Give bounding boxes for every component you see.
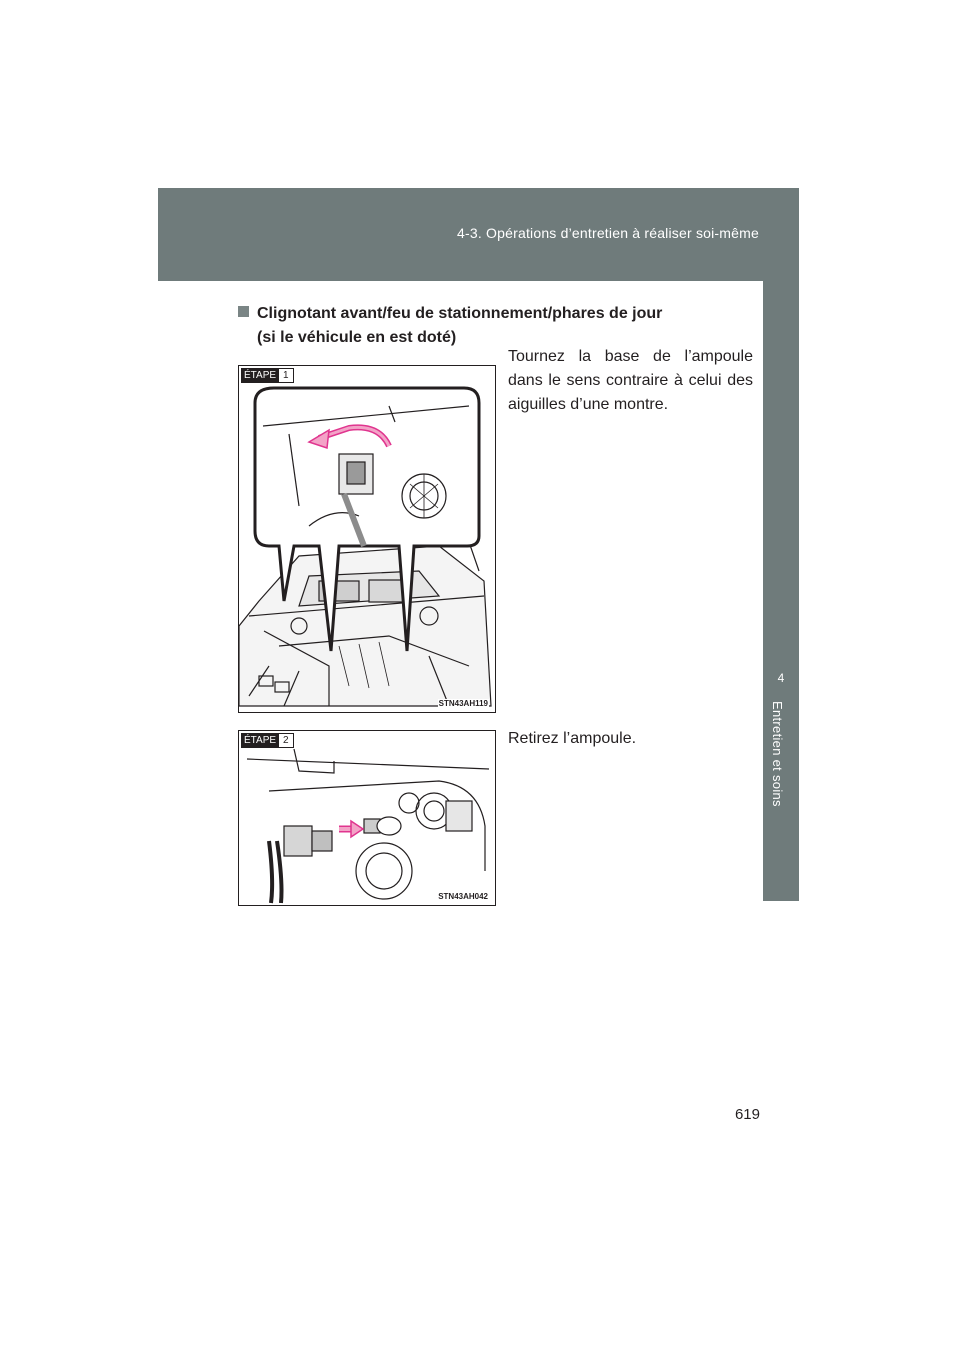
step-badge-word: ÉTAPE (241, 368, 279, 383)
header-band (158, 188, 799, 281)
section-heading (238, 302, 738, 350)
figure-code: STN43AH042 (438, 892, 488, 901)
heading-line-2: (si le véhicule en est doté) (257, 329, 457, 346)
step-1-text: Tournez la base de l’ampoule dans le sens contraire à celui des aiguilles d’une montre. (508, 348, 753, 413)
engine-bay-illustration (239, 366, 495, 712)
step-badge-number: 1 (279, 368, 294, 383)
step-2-text: Retirez l’ampoule. (508, 730, 637, 747)
chapter-title: Entretien et soins (770, 701, 785, 807)
section-title: 4-3. Opérations d’entretien à réaliser soi-même (457, 225, 759, 241)
square-bullet-icon (238, 306, 249, 317)
heading-line-1: Clignotant avant/feu de stationnement/phares de jour (257, 305, 663, 322)
bulb-removal-illustration (239, 731, 495, 905)
page-number: 619 (734, 1106, 760, 1123)
step-1-badge (241, 368, 294, 383)
chapter-number: 4 (777, 671, 785, 685)
figure-code: STN43AH119 (438, 699, 488, 708)
step-2-figure (238, 730, 496, 906)
step-badge-word: ÉTAPE (241, 733, 279, 748)
step-badge-number: 2 (279, 733, 294, 748)
step-1-figure (238, 365, 496, 713)
chapter-side-tab (763, 281, 799, 901)
step-2-badge (241, 733, 294, 748)
